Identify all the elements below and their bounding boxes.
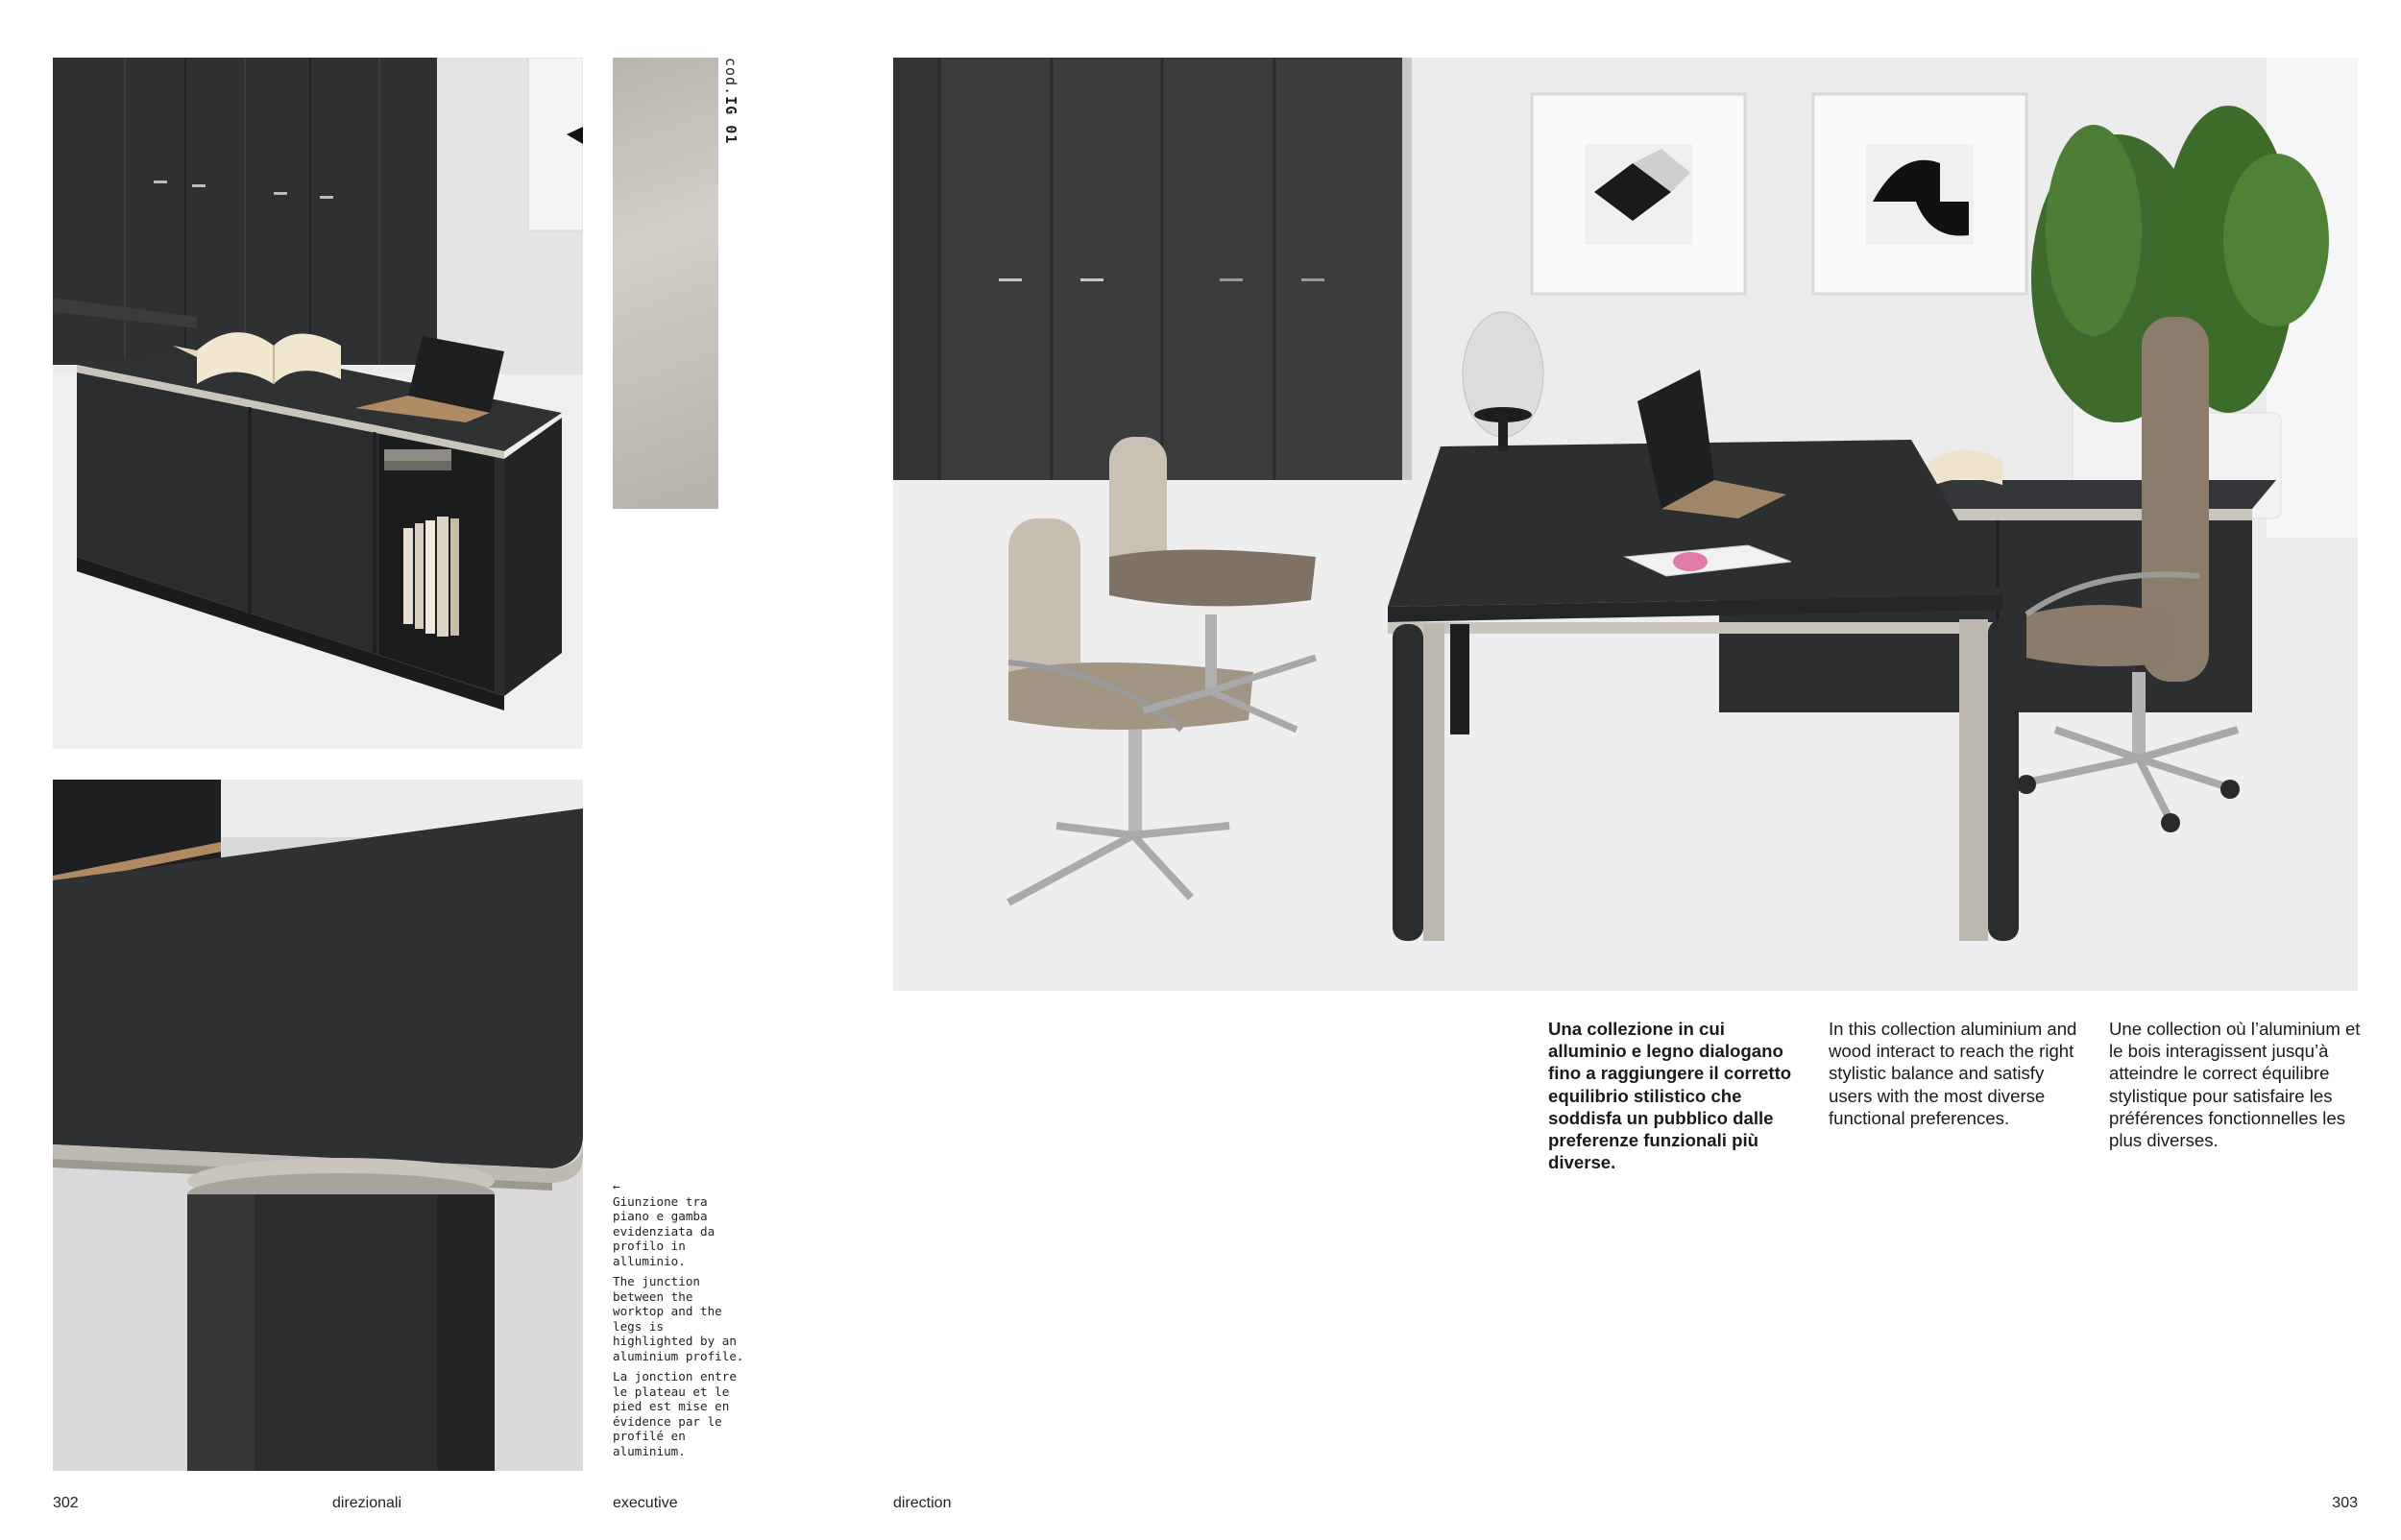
finish-code-value: IG 01 xyxy=(722,96,740,145)
section-label-english: executive xyxy=(613,1495,678,1511)
section-label-french: direction xyxy=(893,1495,952,1511)
section-label-italian: direzionali xyxy=(332,1495,402,1511)
intro-text-italian: Una collezione in cui alluminio e legno dialogano fino a raggiungere il corretto equilibrio stilistico che soddisfa un pubblico dalle preferenze funzionali più diverse. xyxy=(1548,1019,1792,1173)
credenza-photo xyxy=(53,58,583,749)
caption-italian: Giunzione tra piano e gamba evidenziata da profilo in alluminio. xyxy=(613,1193,715,1268)
left-arrow-icon: ← xyxy=(613,1179,620,1193)
finish-code-label xyxy=(722,58,740,163)
photo-caption xyxy=(613,1179,747,1464)
intro-text-english: In this collection aluminium and wood interact to reach the right stylistic balance and satisfy users with the most diverse functional preferences. xyxy=(1829,1019,2077,1128)
page-number-left: 302 xyxy=(53,1495,79,1511)
caption-english: The junction between the worktop and the legs is highlighted by an aluminium profile. xyxy=(613,1274,744,1363)
executive-office-photo xyxy=(893,58,2358,991)
finish-code-prefix: cod. xyxy=(722,58,740,97)
intro-text-french: Une collection où l’aluminium et le bois interagissent jusqu’à atteindre le correct équilibre stylistique pour satisfaire les préférences fonctionnelles les plus diverses. xyxy=(2109,1019,2361,1151)
page-number-right: 303 xyxy=(2332,1495,2358,1511)
caption-french: La jonction entre le plateau et le pied est mise en évidence par le profilé en aluminium. xyxy=(613,1369,737,1458)
finish-swatch xyxy=(613,58,718,509)
junction-detail-photo xyxy=(53,780,583,1471)
